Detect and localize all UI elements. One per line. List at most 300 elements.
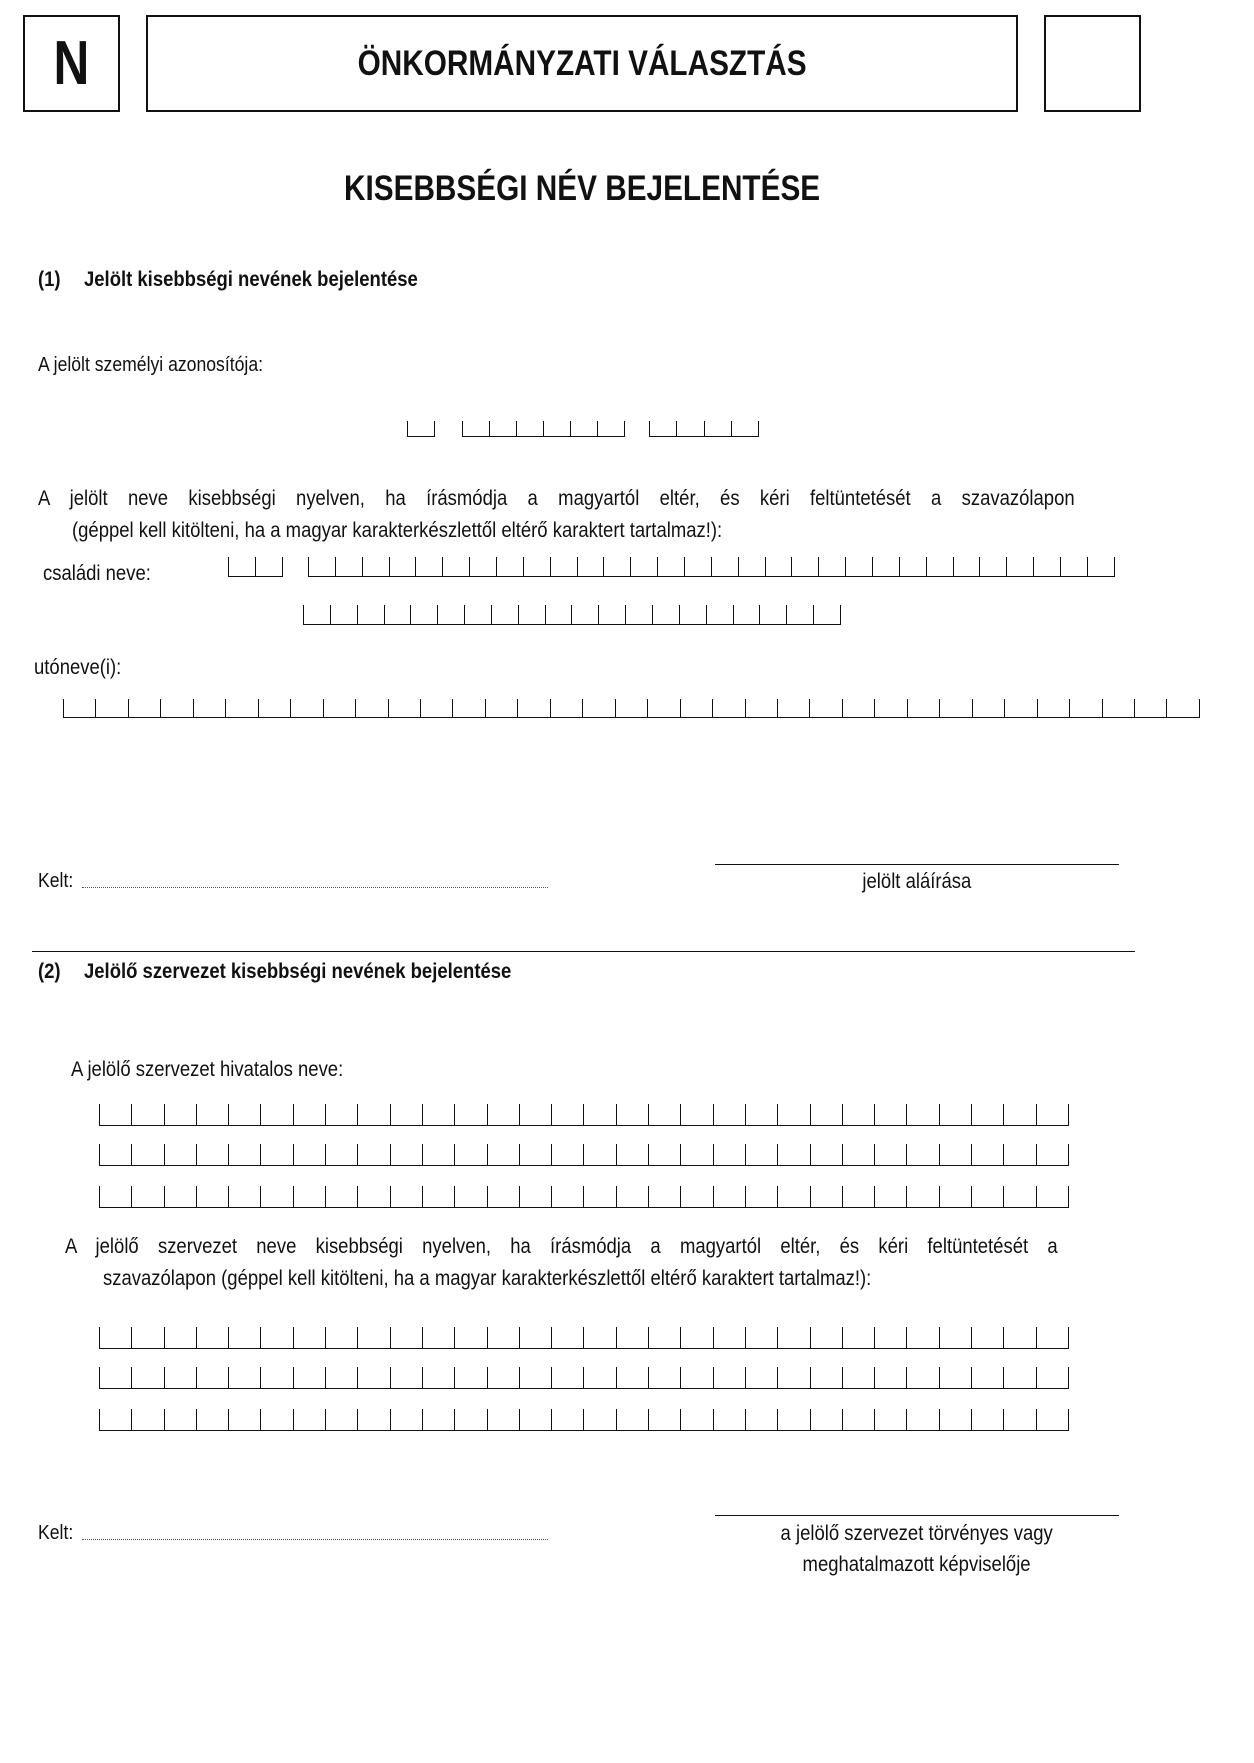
character-box[interactable] <box>745 1367 777 1388</box>
character-box[interactable] <box>442 557 469 576</box>
character-box[interactable] <box>939 1144 971 1165</box>
character-box[interactable] <box>906 1409 938 1430</box>
character-box[interactable] <box>706 605 733 624</box>
character-box[interactable] <box>410 605 437 624</box>
character-box[interactable] <box>228 1104 260 1125</box>
character-box[interactable] <box>422 1186 454 1207</box>
character-box[interactable] <box>260 1186 292 1207</box>
character-box[interactable] <box>680 1186 712 1207</box>
character-box[interactable] <box>325 1327 357 1348</box>
character-box[interactable] <box>777 1327 809 1348</box>
character-box[interactable] <box>648 1104 680 1125</box>
character-box[interactable] <box>1003 1104 1035 1125</box>
character-box[interactable] <box>652 605 679 624</box>
character-box[interactable] <box>519 1327 551 1348</box>
character-box[interactable] <box>777 1186 809 1207</box>
character-box[interactable] <box>422 1409 454 1430</box>
character-box[interactable] <box>818 557 845 576</box>
character-box[interactable] <box>99 1327 131 1348</box>
character-box[interactable] <box>745 699 777 717</box>
character-box[interactable] <box>1102 699 1134 717</box>
character-box[interactable] <box>519 1186 551 1207</box>
character-box[interactable] <box>388 699 420 717</box>
character-box[interactable] <box>1069 699 1101 717</box>
character-box[interactable] <box>582 699 614 717</box>
character-box[interactable] <box>550 557 577 576</box>
character-box[interactable] <box>1166 699 1198 717</box>
character-box[interactable] <box>128 699 160 717</box>
character-box[interactable] <box>679 605 706 624</box>
character-box[interactable] <box>293 1104 325 1125</box>
character-box[interactable] <box>99 1409 131 1430</box>
character-box[interactable] <box>258 699 290 717</box>
character-box[interactable] <box>777 1104 809 1125</box>
character-box[interactable] <box>1087 557 1114 576</box>
character-box[interactable] <box>543 421 570 436</box>
character-box[interactable] <box>523 557 550 576</box>
character-box[interactable] <box>906 1144 938 1165</box>
character-box[interactable] <box>907 699 939 717</box>
character-box[interactable] <box>164 1144 196 1165</box>
character-box[interactable] <box>874 1327 906 1348</box>
character-box[interactable] <box>196 1409 228 1430</box>
character-box[interactable] <box>487 1367 519 1388</box>
character-box[interactable] <box>362 557 389 576</box>
character-box[interactable] <box>519 1367 551 1388</box>
character-box[interactable] <box>260 1367 292 1388</box>
character-box[interactable] <box>330 605 357 624</box>
family-name-field-row-2[interactable] <box>303 605 841 625</box>
character-box[interactable] <box>777 1144 809 1165</box>
character-box[interactable] <box>335 557 362 576</box>
character-box[interactable] <box>713 1104 745 1125</box>
character-box[interactable] <box>308 557 335 576</box>
character-box[interactable] <box>745 1186 777 1207</box>
character-box[interactable] <box>519 1144 551 1165</box>
character-box[interactable] <box>228 1186 260 1207</box>
character-box[interactable] <box>1036 1409 1068 1430</box>
character-box[interactable] <box>469 557 496 576</box>
character-box[interactable] <box>745 1144 777 1165</box>
character-box[interactable] <box>1003 1367 1035 1388</box>
character-box[interactable] <box>422 1367 454 1388</box>
character-box[interactable] <box>164 1327 196 1348</box>
character-box[interactable] <box>487 1104 519 1125</box>
character-box[interactable] <box>577 557 604 576</box>
character-box[interactable] <box>160 699 192 717</box>
character-box[interactable] <box>583 1367 615 1388</box>
character-box[interactable] <box>551 1327 583 1348</box>
character-box[interactable] <box>225 699 257 717</box>
character-box[interactable] <box>680 699 712 717</box>
character-box[interactable] <box>616 1104 648 1125</box>
character-box[interactable] <box>389 557 416 576</box>
character-box[interactable] <box>325 1144 357 1165</box>
character-box[interactable] <box>99 1144 131 1165</box>
character-box[interactable] <box>545 605 572 624</box>
character-box[interactable] <box>745 1409 777 1430</box>
character-box[interactable] <box>874 699 906 717</box>
character-box[interactable] <box>518 605 545 624</box>
character-box[interactable] <box>422 1327 454 1348</box>
character-box[interactable] <box>765 557 792 576</box>
character-box[interactable] <box>357 1327 389 1348</box>
character-box[interactable] <box>603 557 630 576</box>
character-box[interactable] <box>357 1186 389 1207</box>
character-box[interactable] <box>680 1367 712 1388</box>
character-box[interactable] <box>196 1144 228 1165</box>
org-minority-name-field-row-2[interactable] <box>99 1367 1069 1389</box>
character-box[interactable] <box>874 1186 906 1207</box>
character-box[interactable] <box>583 1409 615 1430</box>
official-name-field-row-1[interactable] <box>99 1104 1069 1126</box>
official-name-label: A jelölő szervezet hivatalos neve: <box>71 1058 344 1081</box>
character-box[interactable] <box>228 1144 260 1165</box>
character-box[interactable] <box>1036 1144 1068 1165</box>
character-box[interactable] <box>357 1144 389 1165</box>
character-box[interactable] <box>939 1186 971 1207</box>
character-box[interactable] <box>971 1144 1003 1165</box>
character-box[interactable] <box>971 1186 1003 1207</box>
character-box[interactable] <box>874 1144 906 1165</box>
character-box[interactable] <box>255 557 282 576</box>
character-box[interactable] <box>616 1409 648 1430</box>
character-box[interactable] <box>325 1104 357 1125</box>
character-box[interactable] <box>260 1409 292 1430</box>
character-box[interactable] <box>196 1327 228 1348</box>
character-box[interactable] <box>551 1186 583 1207</box>
character-box[interactable] <box>357 1104 389 1125</box>
character-box[interactable] <box>971 1367 1003 1388</box>
character-box[interactable] <box>842 1104 874 1125</box>
character-box[interactable] <box>228 1409 260 1430</box>
character-box[interactable] <box>971 1409 1003 1430</box>
character-box[interactable] <box>293 1367 325 1388</box>
official-name-field-row-2[interactable] <box>99 1144 1069 1166</box>
character-box[interactable] <box>926 557 953 576</box>
character-box[interactable] <box>810 1104 842 1125</box>
character-box[interactable] <box>1060 557 1087 576</box>
character-box[interactable] <box>454 1367 486 1388</box>
character-box[interactable] <box>842 1144 874 1165</box>
character-box[interactable] <box>676 421 703 436</box>
character-box[interactable] <box>131 1104 163 1125</box>
character-box[interactable] <box>791 557 818 576</box>
character-box[interactable] <box>680 1104 712 1125</box>
character-box[interactable] <box>496 557 523 576</box>
character-box[interactable] <box>325 1186 357 1207</box>
character-box[interactable] <box>713 1144 745 1165</box>
character-box[interactable] <box>390 1186 422 1207</box>
character-box[interactable] <box>712 699 744 717</box>
character-box[interactable] <box>516 421 543 436</box>
character-box[interactable] <box>842 1409 874 1430</box>
character-box[interactable] <box>630 557 657 576</box>
character-box[interactable] <box>164 1367 196 1388</box>
character-box[interactable] <box>517 699 549 717</box>
org-minority-name-field-row-1[interactable] <box>99 1327 1069 1349</box>
character-box[interactable] <box>293 1186 325 1207</box>
character-box[interactable] <box>99 1186 131 1207</box>
character-box[interactable] <box>745 1327 777 1348</box>
character-box[interactable] <box>454 1144 486 1165</box>
character-box[interactable] <box>1036 1104 1068 1125</box>
character-box[interactable] <box>422 1144 454 1165</box>
character-box[interactable] <box>454 1186 486 1207</box>
character-box[interactable] <box>842 1327 874 1348</box>
character-box[interactable] <box>1003 1144 1035 1165</box>
character-box[interactable] <box>810 1186 842 1207</box>
character-box[interactable] <box>906 1327 938 1348</box>
character-box[interactable] <box>1036 1186 1068 1207</box>
character-box[interactable] <box>713 1367 745 1388</box>
character-box[interactable] <box>1004 699 1036 717</box>
character-box[interactable] <box>228 557 255 576</box>
character-box[interactable] <box>648 1409 680 1430</box>
character-box[interactable] <box>583 1144 615 1165</box>
character-box[interactable] <box>487 1409 519 1430</box>
character-box[interactable] <box>95 699 127 717</box>
family-name-field-row-1[interactable] <box>308 557 1115 577</box>
character-box[interactable] <box>303 605 330 624</box>
personal-id-field-birthdate[interactable] <box>462 421 625 437</box>
character-box[interactable] <box>131 1327 163 1348</box>
character-box[interactable] <box>325 1409 357 1430</box>
character-box[interactable] <box>325 1367 357 1388</box>
character-box[interactable] <box>953 557 980 576</box>
character-box[interactable] <box>260 1144 292 1165</box>
character-box[interactable] <box>972 699 1004 717</box>
character-box[interactable] <box>452 699 484 717</box>
character-box[interactable] <box>228 1367 260 1388</box>
character-box[interactable] <box>899 557 926 576</box>
character-box[interactable] <box>293 1144 325 1165</box>
personal-id-field-sex[interactable] <box>407 421 435 437</box>
character-box[interactable] <box>874 1409 906 1430</box>
character-box[interactable] <box>598 605 625 624</box>
character-box[interactable] <box>759 605 786 624</box>
character-box[interactable] <box>196 1367 228 1388</box>
given-names-label: utóneve(i): <box>34 656 122 679</box>
character-box[interactable] <box>1033 557 1060 576</box>
character-box[interactable] <box>684 557 711 576</box>
character-box[interactable] <box>390 1367 422 1388</box>
character-box[interactable] <box>842 699 874 717</box>
character-box[interactable] <box>648 1327 680 1348</box>
character-box[interactable] <box>487 1186 519 1207</box>
character-box[interactable] <box>164 1409 196 1430</box>
candidate-signature-line[interactable] <box>715 864 1119 865</box>
character-box[interactable] <box>323 699 355 717</box>
character-box[interactable] <box>842 1186 874 1207</box>
character-box[interactable] <box>597 421 624 436</box>
character-box[interactable] <box>571 605 598 624</box>
character-box[interactable] <box>711 557 738 576</box>
character-box[interactable] <box>648 1144 680 1165</box>
character-box[interactable] <box>906 1186 938 1207</box>
official-name-field-row-3[interactable] <box>99 1186 1069 1208</box>
character-box[interactable] <box>196 1104 228 1125</box>
character-box[interactable] <box>616 1327 648 1348</box>
character-box[interactable] <box>810 1409 842 1430</box>
character-box[interactable] <box>810 1144 842 1165</box>
character-box[interactable] <box>625 605 652 624</box>
character-box[interactable] <box>939 699 971 717</box>
character-box[interactable] <box>786 605 813 624</box>
character-box[interactable] <box>260 1327 292 1348</box>
character-box[interactable] <box>357 1409 389 1430</box>
character-box[interactable] <box>906 1367 938 1388</box>
character-box[interactable] <box>872 557 899 576</box>
character-box[interactable] <box>615 699 647 717</box>
character-box[interactable] <box>390 1104 422 1125</box>
character-box[interactable] <box>454 1409 486 1430</box>
character-box[interactable] <box>355 699 387 717</box>
character-box[interactable] <box>731 421 758 436</box>
family-name-prefix-field[interactable] <box>228 557 283 577</box>
character-box[interactable] <box>713 1327 745 1348</box>
character-box[interactable] <box>357 605 384 624</box>
character-box[interactable] <box>63 699 95 717</box>
character-box[interactable] <box>485 699 517 717</box>
org-minority-name-field-row-3[interactable] <box>99 1409 1069 1431</box>
character-box[interactable] <box>809 699 841 717</box>
character-box[interactable] <box>260 1104 292 1125</box>
character-box[interactable] <box>745 1104 777 1125</box>
character-box[interactable] <box>680 1327 712 1348</box>
character-box[interactable] <box>874 1104 906 1125</box>
character-box[interactable] <box>551 1104 583 1125</box>
character-box[interactable] <box>583 1327 615 1348</box>
character-box[interactable] <box>704 421 731 436</box>
character-box[interactable] <box>842 1367 874 1388</box>
character-box[interactable] <box>551 1144 583 1165</box>
character-box[interactable] <box>939 1104 971 1125</box>
character-box[interactable] <box>845 557 872 576</box>
character-box[interactable] <box>583 1104 615 1125</box>
character-box[interactable] <box>1003 1186 1035 1207</box>
character-box[interactable] <box>193 699 225 717</box>
character-box[interactable] <box>131 1409 163 1430</box>
org-date-field[interactable] <box>82 1539 548 1540</box>
representative-signature-line[interactable] <box>715 1515 1119 1516</box>
character-box[interactable] <box>164 1186 196 1207</box>
character-box[interactable] <box>713 1186 745 1207</box>
character-box[interactable] <box>583 1186 615 1207</box>
character-box[interactable] <box>1036 1367 1068 1388</box>
character-box[interactable] <box>971 1327 1003 1348</box>
character-box[interactable] <box>939 1409 971 1430</box>
character-box[interactable] <box>420 699 452 717</box>
character-box[interactable] <box>99 1104 131 1125</box>
character-box[interactable] <box>390 1409 422 1430</box>
character-box[interactable] <box>131 1186 163 1207</box>
character-box[interactable] <box>813 605 840 624</box>
character-box[interactable] <box>616 1186 648 1207</box>
character-box[interactable] <box>1006 557 1033 576</box>
character-box[interactable] <box>810 1327 842 1348</box>
character-box[interactable] <box>874 1367 906 1388</box>
given-names-field[interactable] <box>63 699 1200 718</box>
character-box[interactable] <box>1036 1327 1068 1348</box>
candidate-signature-caption-row <box>715 871 1119 892</box>
character-box[interactable] <box>713 1409 745 1430</box>
character-box[interactable] <box>454 1104 486 1125</box>
character-box[interactable] <box>131 1144 163 1165</box>
character-box[interactable] <box>422 1104 454 1125</box>
character-box[interactable] <box>196 1186 228 1207</box>
character-box[interactable] <box>164 1104 196 1125</box>
character-box[interactable] <box>550 699 582 717</box>
character-box[interactable] <box>1003 1327 1035 1348</box>
character-box[interactable] <box>228 1327 260 1348</box>
character-box[interactable] <box>680 1409 712 1430</box>
section2-heading: Jelölő szervezet kisebbségi nevének bejelentése <box>84 960 512 983</box>
character-box[interactable] <box>979 557 1006 576</box>
character-box[interactable] <box>570 421 597 436</box>
character-box[interactable] <box>939 1327 971 1348</box>
character-box[interactable] <box>648 1367 680 1388</box>
character-box[interactable] <box>407 421 434 436</box>
character-box[interactable] <box>293 1327 325 1348</box>
character-box[interactable] <box>649 421 676 436</box>
character-box[interactable] <box>1134 699 1166 717</box>
character-box[interactable] <box>657 557 684 576</box>
character-box[interactable] <box>290 699 322 717</box>
character-box[interactable] <box>616 1144 648 1165</box>
character-box[interactable] <box>648 1186 680 1207</box>
character-box[interactable] <box>733 605 760 624</box>
character-box[interactable] <box>1003 1409 1035 1430</box>
personal-id-field-serial[interactable] <box>649 421 759 437</box>
character-box[interactable] <box>293 1409 325 1430</box>
character-box[interactable] <box>519 1409 551 1430</box>
character-box[interactable] <box>99 1367 131 1388</box>
character-box[interactable] <box>487 1144 519 1165</box>
character-box[interactable] <box>616 1367 648 1388</box>
character-box[interactable] <box>1037 699 1069 717</box>
character-box[interactable] <box>357 1367 389 1388</box>
character-box[interactable] <box>489 421 516 436</box>
character-box[interactable] <box>738 557 765 576</box>
character-box[interactable] <box>462 421 489 436</box>
character-box[interactable] <box>680 1144 712 1165</box>
character-box[interactable] <box>454 1327 486 1348</box>
character-box[interactable] <box>390 1144 422 1165</box>
character-box[interactable] <box>551 1367 583 1388</box>
character-box[interactable] <box>551 1409 583 1430</box>
date-field[interactable] <box>82 887 548 888</box>
character-box[interactable] <box>777 1409 809 1430</box>
character-box[interactable] <box>487 1327 519 1348</box>
character-box[interactable] <box>390 1327 422 1348</box>
character-box[interactable] <box>464 605 491 624</box>
character-box[interactable] <box>810 1367 842 1388</box>
character-box[interactable] <box>647 699 679 717</box>
character-box[interactable] <box>939 1367 971 1388</box>
character-box[interactable] <box>384 605 411 624</box>
character-box[interactable] <box>437 605 464 624</box>
character-box[interactable] <box>777 1367 809 1388</box>
character-box[interactable] <box>491 605 518 624</box>
character-box[interactable] <box>415 557 442 576</box>
character-box[interactable] <box>519 1104 551 1125</box>
character-box[interactable] <box>131 1367 163 1388</box>
representative-caption-line-1: a jelölő szervezet törvényes vagy <box>780 1522 1054 1545</box>
character-box[interactable] <box>906 1104 938 1125</box>
character-box[interactable] <box>971 1104 1003 1125</box>
character-box[interactable] <box>777 699 809 717</box>
